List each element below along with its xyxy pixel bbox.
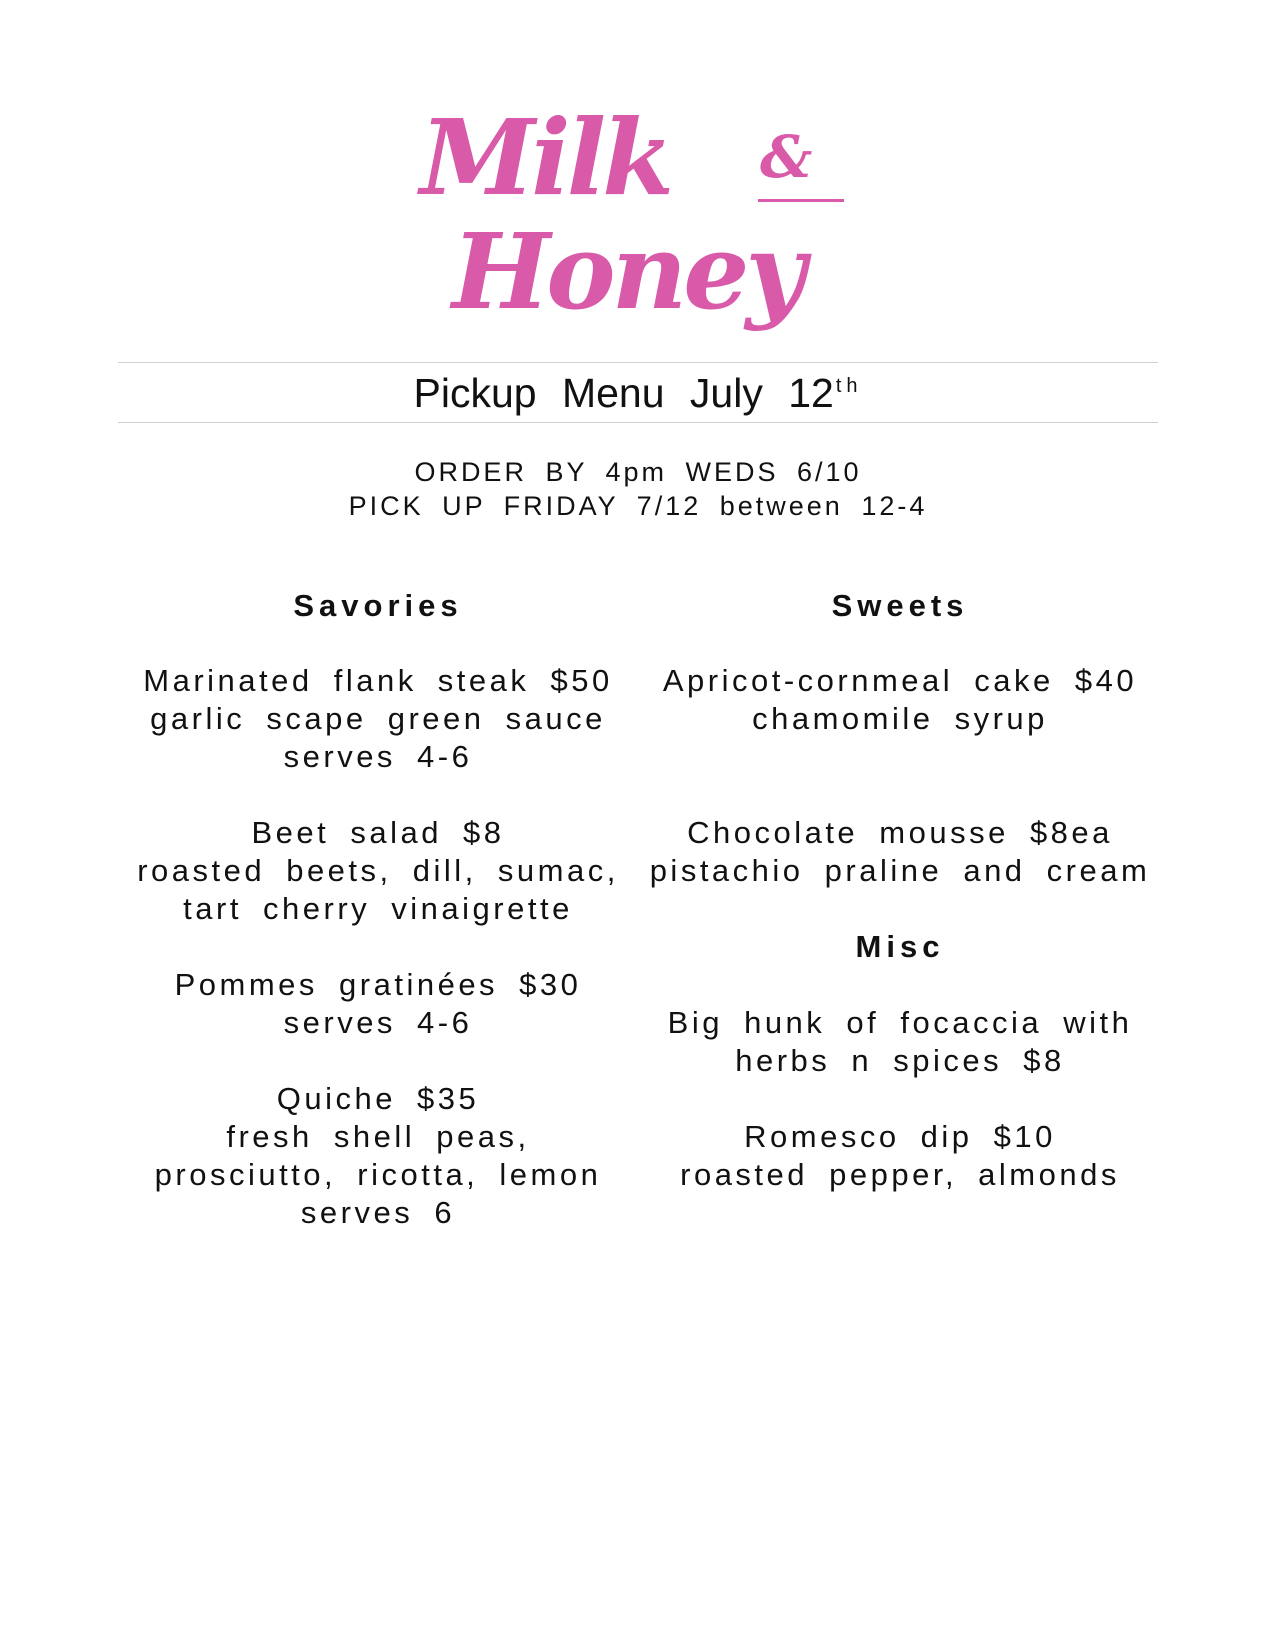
logo-underline <box>758 199 844 202</box>
item-title: Big hunk of focaccia with <box>667 1005 1133 1040</box>
title-text: Pickup Menu July 12 <box>413 370 834 416</box>
menu-item-chocolate-mousse <box>640 814 1160 890</box>
item-title: Pommes gratinées $30 <box>174 967 582 1002</box>
menu-item-focaccia <box>640 1004 1160 1080</box>
logo-ampersand: & <box>760 123 813 191</box>
menu-item-quiche <box>118 1080 638 1232</box>
item-title: Marinated flank steak $50 <box>143 663 613 698</box>
item-description: tart cherry vinaigrette <box>183 891 573 926</box>
logo-word-honey: Honey <box>452 210 802 333</box>
order-info <box>118 455 1158 523</box>
savories-heading: Savories <box>293 588 463 623</box>
item-title: Apricot-cornmeal cake $40 <box>662 663 1138 698</box>
menu-item-beet-salad <box>118 814 638 928</box>
item-title: Romesco dip $10 <box>744 1119 1056 1154</box>
item-serving: serves 4-6 <box>283 739 473 774</box>
savories-column <box>118 587 638 625</box>
item-title: Quiche $35 <box>276 1081 480 1116</box>
menu-item-flank-steak <box>118 662 638 776</box>
milk-and-honey-logo <box>400 96 870 345</box>
item-description: roasted beets, dill, sumac, <box>137 853 619 888</box>
title-rule-top <box>118 362 1158 363</box>
misc-section <box>640 928 1160 966</box>
menu-item-apricot-cake <box>640 662 1160 738</box>
item-title: herbs n spices $8 <box>735 1043 1065 1078</box>
item-description: chamomile syrup <box>752 701 1048 736</box>
item-description: garlic scape green sauce <box>150 701 606 736</box>
logo-word-milk: Milk <box>420 96 671 219</box>
pickup-window: PICK UP FRIDAY 7/12 between 12-4 <box>348 491 928 521</box>
item-description: pistachio praline and cream <box>649 853 1151 888</box>
sweets-column <box>640 587 1160 625</box>
page-title <box>118 370 1158 417</box>
item-description: fresh shell peas, <box>226 1119 530 1154</box>
title-suffix: th <box>835 375 863 398</box>
menu-item-romesco-dip <box>640 1118 1160 1194</box>
item-description: roasted pepper, almonds <box>680 1157 1120 1192</box>
misc-heading: Misc <box>855 929 945 964</box>
item-serving: serves 4-6 <box>283 1005 473 1040</box>
order-deadline: ORDER BY 4pm WEDS 6/10 <box>414 457 862 487</box>
sweets-heading: Sweets <box>831 588 969 623</box>
menu-item-pommes-gratinees <box>118 966 638 1042</box>
item-title: Chocolate mousse $8ea <box>687 815 1113 850</box>
item-description: prosciutto, ricotta, lemon <box>154 1157 602 1192</box>
title-rule-bottom <box>118 422 1158 423</box>
item-serving: serves 6 <box>300 1195 456 1230</box>
item-title: Beet salad $8 <box>251 815 505 850</box>
